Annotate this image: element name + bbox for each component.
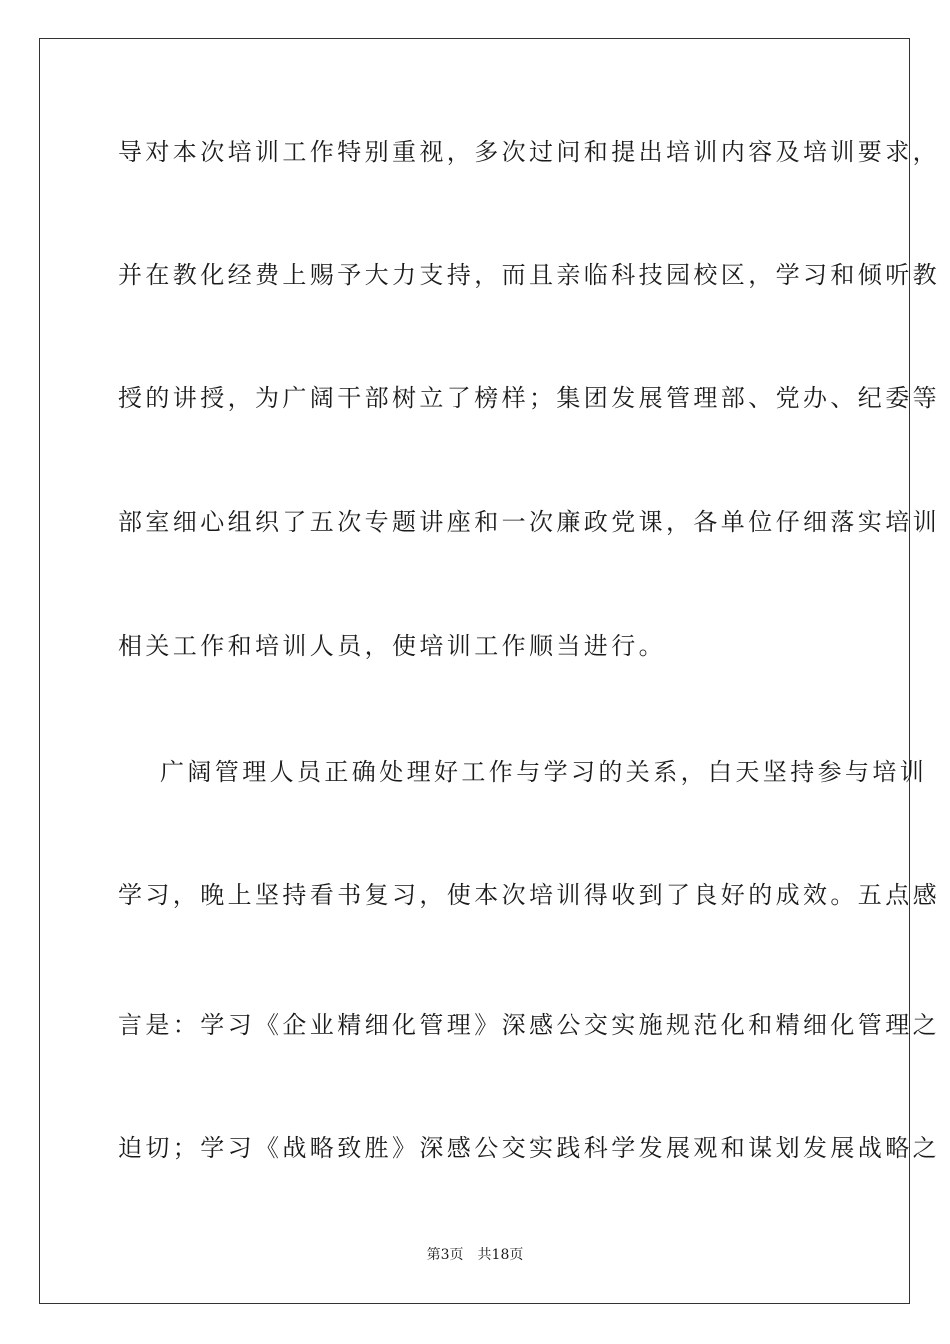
page-border (39, 38, 940, 1304)
body-line-8: 言是：学习《企业精细化管理》深感公交实施规范化和精细化管理之 (118, 1011, 940, 1039)
page-footer (0, 1246, 950, 1264)
page-total: 共18页 (477, 1247, 524, 1263)
page-number: 第3页 (426, 1247, 464, 1263)
body-line-5: 相关工作和培训人员，使培训工作顺当进行。 (118, 632, 666, 660)
body-line-1: 导对本次培训工作特别重视，多次过问和提出培训内容及培训要求， (118, 138, 940, 166)
body-line-4: 部室细心组织了五次专题讲座和一次廉政党课，各单位仔细落实培训 (118, 508, 940, 536)
body-line-2: 并在教化经费上赐予大力支持，而且亲临科技园校区，学习和倾听教 (118, 261, 940, 289)
body-line-6: 广阔管理人员正确处理好工作与学习的关系，白天坚持参与培训 (160, 758, 928, 786)
body-line-7: 学习，晚上坚持看书复习，使本次培训得收到了良好的成效。五点感 (118, 881, 940, 909)
body-line-3: 授的讲授，为广阔干部树立了榜样；集团发展管理部、党办、纪委等 (118, 384, 940, 412)
body-line-9: 迫切；学习《战略致胜》深感公交实践科学发展观和谋划发展战略之 (118, 1134, 940, 1162)
